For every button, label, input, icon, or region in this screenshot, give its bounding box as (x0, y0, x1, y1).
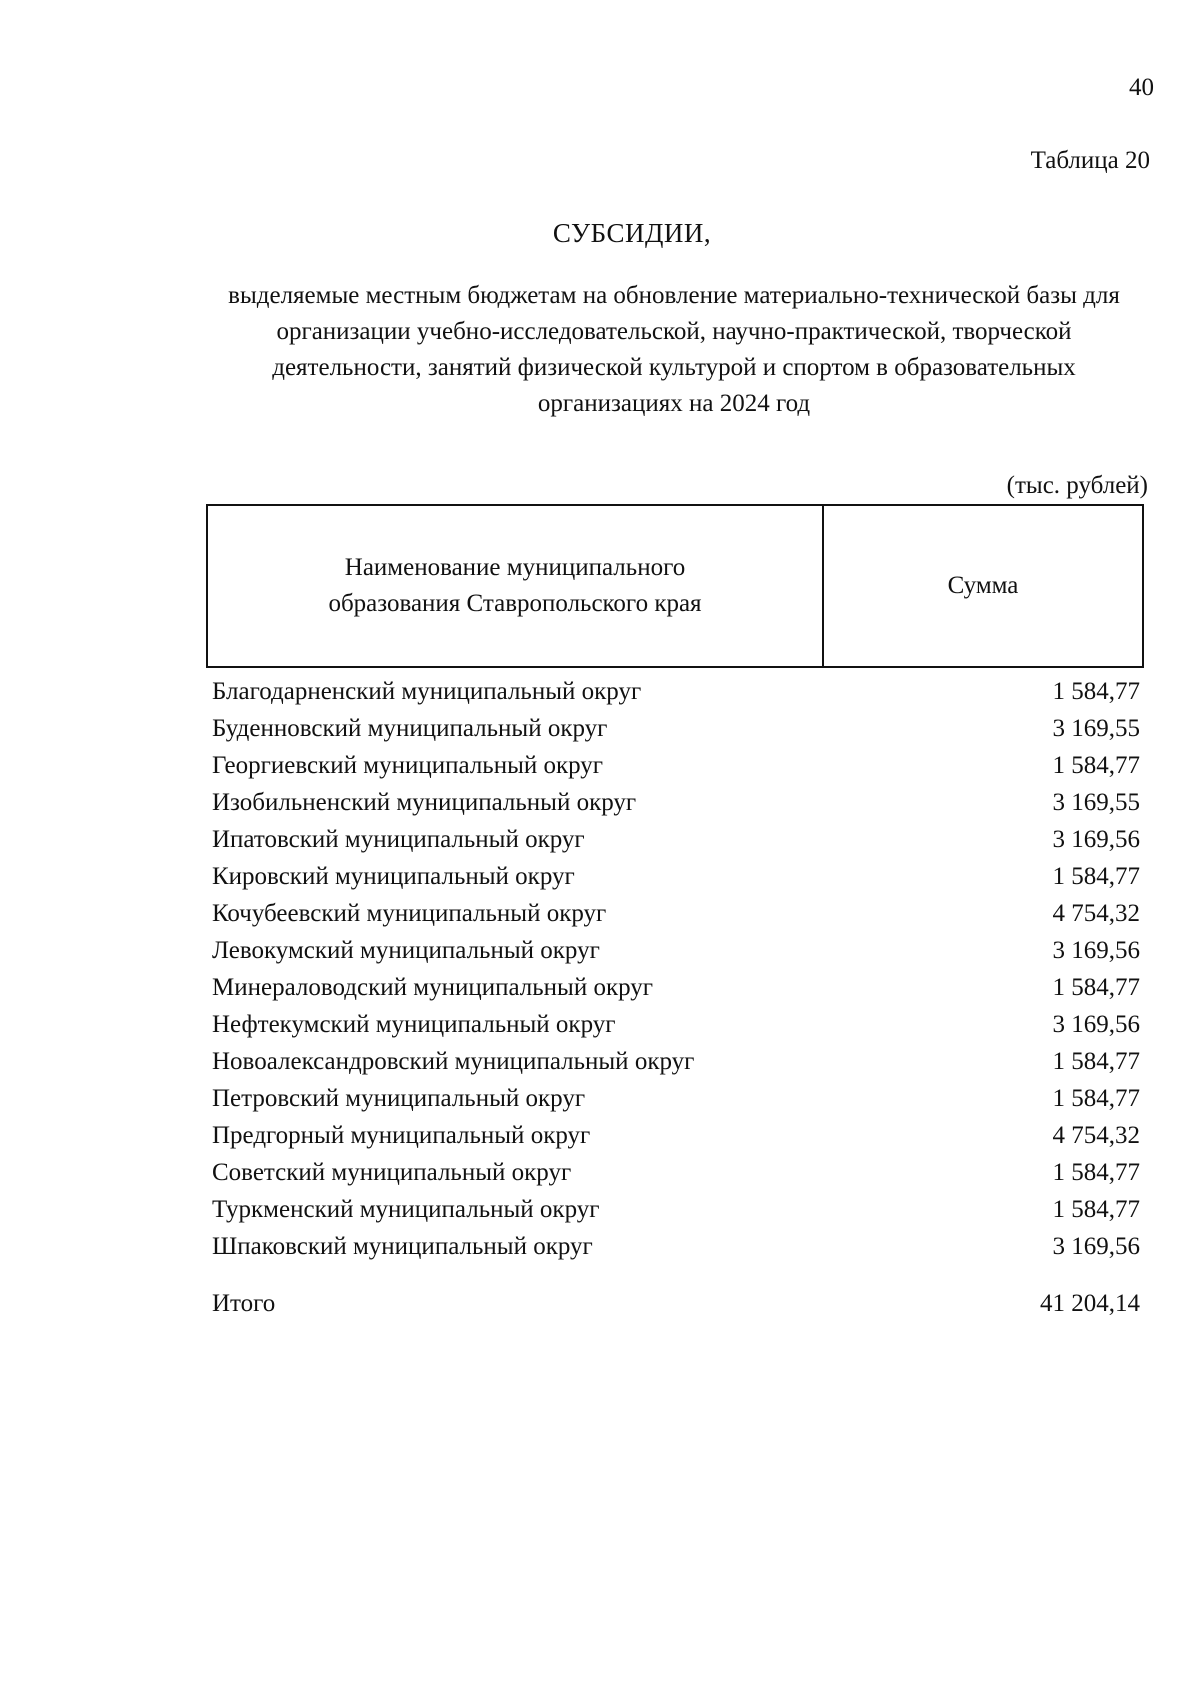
table-row (212, 784, 1140, 821)
table-body (212, 673, 1140, 1265)
row-amount: 3 169,55 (1052, 715, 1140, 742)
row-name: Предгорный муниципальный округ (212, 1122, 591, 1149)
header-name-label: Наименование муниципального образования Ставропольского края (328, 554, 702, 617)
row-name: Георгиевский муниципальный округ (212, 752, 604, 779)
table-row (212, 969, 1140, 1006)
row-name: Новоалександровский муниципальный округ (212, 1048, 695, 1075)
table-label: Таблица 20 (1030, 147, 1150, 174)
row-name: Нефтекумский муниципальный округ (212, 1011, 616, 1038)
total-label: Итого (212, 1290, 276, 1317)
row-amount: 1 584,77 (1052, 1196, 1140, 1223)
row-name: Буденновский муниципальный округ (212, 715, 608, 742)
row-name: Минераловодский муниципальный округ (212, 974, 654, 1001)
header-sum-label: Сумма (947, 572, 1019, 599)
units-label: (тыс. рублей) (1006, 472, 1148, 499)
row-amount: 3 169,56 (1052, 826, 1140, 853)
table-row (212, 1228, 1140, 1265)
row-name: Шпаковский муниципальный округ (212, 1233, 593, 1260)
row-amount: 4 754,32 (1052, 1122, 1140, 1149)
row-amount: 1 584,77 (1052, 863, 1140, 890)
page-number: 40 (1129, 74, 1154, 101)
row-name: Петровский муниципальный округ (212, 1085, 586, 1112)
total-amount: 41 204,14 (1040, 1290, 1140, 1317)
row-amount: 1 584,77 (1052, 1085, 1140, 1112)
table-row (212, 858, 1140, 895)
total-row (212, 1290, 1140, 1318)
row-amount: 1 584,77 (1052, 1048, 1140, 1075)
row-amount: 3 169,55 (1052, 789, 1140, 816)
row-name: Благодарненский муниципальный округ (212, 678, 642, 705)
table-row (212, 710, 1140, 747)
header-sum-cell (824, 506, 1142, 666)
header-name-cell (208, 506, 824, 666)
table-row (212, 895, 1140, 932)
table-row (212, 1191, 1140, 1228)
row-amount: 1 584,77 (1052, 678, 1140, 705)
document-subtitle: выделяемые местным бюджетам на обновление материально-технической базы для организации учебно-исследовательской, научно-практической, творческой деятельности, занятий физической культурой и спортом в образовательных организациях на 2024 год (228, 282, 1120, 417)
row-amount: 1 584,77 (1052, 752, 1140, 779)
table-row (212, 1080, 1140, 1117)
table-row (212, 1154, 1140, 1191)
row-amount: 1 584,77 (1052, 1159, 1140, 1186)
table-row (212, 821, 1140, 858)
row-amount: 3 169,56 (1052, 1011, 1140, 1038)
row-name: Советский муниципальный округ (212, 1159, 572, 1186)
table-header (206, 504, 1144, 668)
row-amount: 3 169,56 (1052, 937, 1140, 964)
row-amount: 3 169,56 (1052, 1233, 1140, 1260)
row-name: Изобильненский муниципальный округ (212, 789, 637, 816)
table-row (212, 1006, 1140, 1043)
row-amount: 4 754,32 (1052, 900, 1140, 927)
table-row (212, 932, 1140, 969)
row-name: Левокумский муниципальный округ (212, 937, 600, 964)
document-title: СУБСИДИИ, (552, 218, 712, 248)
row-amount: 1 584,77 (1052, 974, 1140, 1001)
table-row (212, 1117, 1140, 1154)
row-name: Ипатовский муниципальный округ (212, 826, 585, 853)
row-name: Туркменский муниципальный округ (212, 1196, 600, 1223)
row-name: Кировский муниципальный округ (212, 863, 575, 890)
table-row (212, 747, 1140, 784)
row-name: Кочубеевский муниципальный округ (212, 900, 607, 927)
table-row (212, 1043, 1140, 1080)
table-row (212, 673, 1140, 710)
